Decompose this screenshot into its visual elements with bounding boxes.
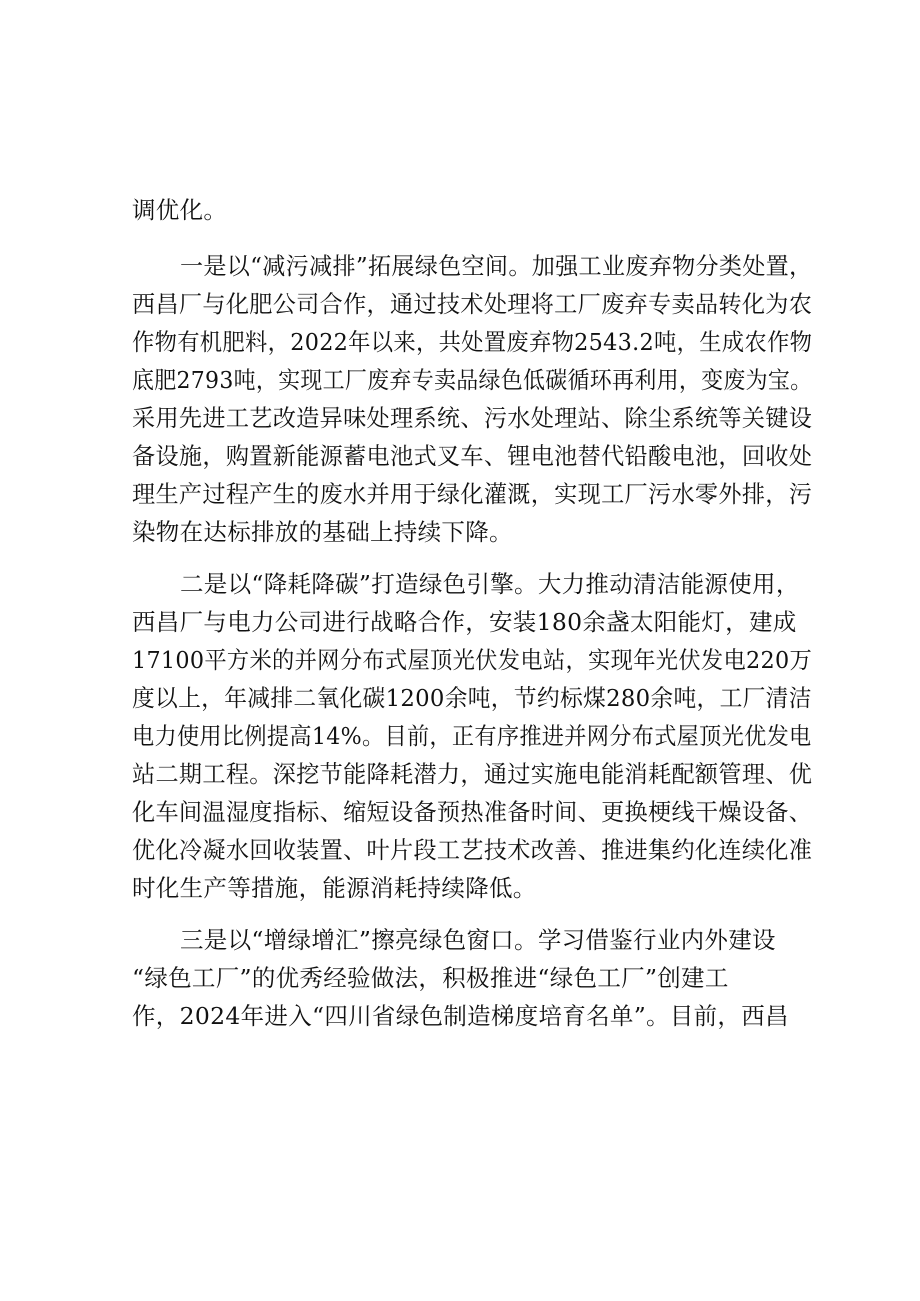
paragraph-line-18: 时化生产等措施，能源消耗持续降低。 bbox=[132, 874, 537, 902]
paragraph-line-12: 17100平方米的并网分布式屋顶光伏发电站，实现年光伏发电220万 bbox=[132, 646, 813, 674]
paragraph-line-5: 底肥2793吨，实现工厂废弃专卖品绿色低碳循环再利用，变废为宝。 bbox=[132, 366, 813, 394]
paragraph-line-1: 调优化。 bbox=[132, 196, 228, 224]
paragraph-line-16: 化车间温湿度指标、缩短设备预热准备时间、更换梗线干燥设备、 bbox=[132, 798, 813, 826]
paragraph-line-20: “绿色工厂”的优秀经验做法，积极推进“绿色工厂”创建工 bbox=[132, 964, 729, 992]
paragraph-line-9: 染物在达标排放的基础上持续下降。 bbox=[132, 518, 513, 546]
paragraph-line-3: 西昌厂与化肥公司合作，通过技术处理将工厂废弃专卖品转化为农 bbox=[132, 290, 813, 318]
paragraph-line-7: 备设施，购置新能源蓄电池式叉车、锂电池替代铅酸电池，回收处 bbox=[132, 442, 813, 470]
paragraph-line-14: 电力使用比例提高14%。目前，正有序推进并网分布式屋顶光优发电 bbox=[132, 722, 812, 750]
paragraph-line-2: 一是以“减污减排”拓展绿色空间。加强工业废弃物分类处置， bbox=[180, 252, 813, 280]
paragraph-line-6: 采用先进工艺改造异味处理系统、污水处理站、除尘系统等关键设 bbox=[132, 404, 813, 432]
paragraph-line-17: 优化冷凝水回收装置、叶片段工艺技术改善、推进集约化连续化准 bbox=[132, 836, 813, 864]
paragraph-line-4: 作物有机肥料，2022年以来，共处置废弃物2543.2吨，生成农作物 bbox=[132, 328, 813, 356]
paragraph-line-19: 三是以“增绿增汇”擦亮绿色窗口。学习借鉴行业内外建设 bbox=[180, 926, 776, 954]
paragraph-line-13: 度以上，年减排二氧化碳1200余吨，节约标煤280余吨，工厂清洁 bbox=[132, 684, 812, 712]
paragraph-line-21: 作，2024年进入“四川省绿色制造梯度培育名单”。目前，西昌 bbox=[132, 1002, 789, 1030]
paragraph-line-10: 二是以“降耗降碳”打造绿色引擎。大力推动清洁能源使用， bbox=[180, 570, 800, 598]
paragraph-line-15: 站二期工程。深挖节能降耗潜力，通过实施电能消耗配额管理、优 bbox=[132, 760, 813, 788]
paragraph-line-8: 理生产过程产生的废水并用于绿化灌溉，实现工厂污水零外排，污 bbox=[132, 480, 813, 508]
paragraph-line-11: 西昌厂与电力公司进行战略合作，安装180余盏太阳能灯，建成 bbox=[132, 608, 797, 636]
